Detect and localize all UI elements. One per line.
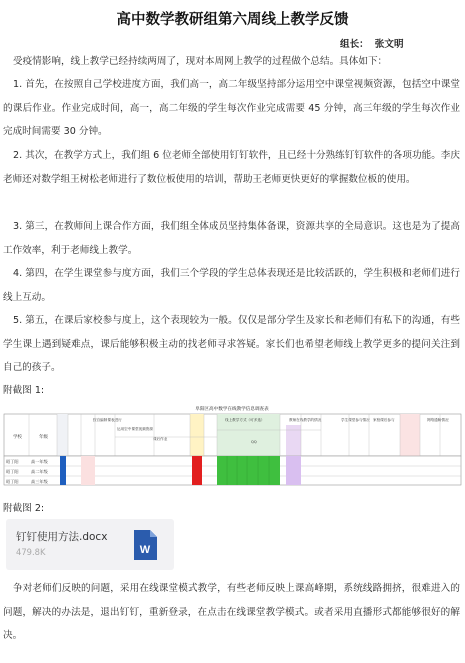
- leader-line: [340, 36, 404, 50]
- hdr-qq: QQ: [251, 440, 257, 444]
- leader-name: 张文明: [374, 39, 404, 50]
- hdr-grade: 年级: [39, 435, 48, 440]
- document-title: 高中数学教研组第六周线上教学反馈: [116, 11, 349, 28]
- row-school: 昭丁阳: [6, 479, 19, 484]
- word-doc-icon: [132, 529, 158, 561]
- attachment-card[interactable]: [6, 519, 174, 570]
- hdr-teacher: 教师在线教学的情况: [289, 418, 322, 422]
- survey-table-image: [3, 403, 462, 486]
- hdr-issues: 网络通畅情况: [427, 418, 449, 422]
- hdr-progress: 按自编制课表进行: [93, 418, 122, 422]
- svg-text:W: W: [139, 544, 151, 556]
- paragraph-2: 2. 其次，在教学方式上，我们组 6 位老师全部使用钉钉软件，且已经十分熟练钉钉软件的各项功能。李庆老师还对数学组王树松老师进行了数位板使用的培训，帮助王老师更快更好的掌握数位板的使用。: [3, 150, 460, 185]
- attachment-file-name: 钉钉使用方法.docx: [16, 531, 108, 543]
- paragraph-closing: 争对老师们反映的问题，采用在线课堂模式教学，有些老师反映上课高峰期，系统线路拥挤，很难进入的问题，解决的办法是，退出钉钉，重新登录，在点击在线课堂教学模式。或者采用直播形式都能够很好的解决。: [3, 583, 460, 642]
- paragraph-intro: 受疫情影响，线上教学已经持续两周了，现对本周网上教学的过程做个总结。具体如下：: [13, 56, 388, 67]
- hdr-method: 线上教学方式（可多选）: [225, 418, 265, 422]
- leader-label: 组长：: [340, 39, 369, 50]
- paragraph-5: 5. 第五，在课后家校参与度上，这个表现较为一般。仅仅是部分学生及家长和老师们有私下的沟通，有些学生课上遇到疑难点，课后能够积极主动的找老师寻求答疑。家长们也希望老师线上教学更多的提问关注到自己的孩子。: [3, 315, 460, 374]
- row-school: 昭丁阳: [6, 459, 19, 464]
- table-title: 阜阳区高中数学在线教学信息调查表: [195, 407, 269, 412]
- hdr-family: 家校课后参与: [373, 418, 395, 422]
- paragraph-4: 4. 第四，在学生课堂参与度方面，我们三个学段的学生总体表现还是比较活跃的，学生积极和老师们进行线上互动。: [3, 268, 460, 303]
- paragraph-1: 1. 首先，在按照自己学校进度方面，我们高一，高二年级坚持部分运用空中课堂视频资源，包括空中课堂的课后作业。作业完成时间，高一，高二年级的学生每次作业完成需要 45 分钟，高三年级的学生每次作业完成时间需要 30 分钟。: [3, 79, 460, 138]
- figure1-caption: 附截图 1:: [3, 385, 45, 396]
- attachment-file-size: 479.8K: [16, 547, 46, 557]
- hdr-homework: 课后作业: [153, 437, 168, 441]
- hdr-student: 学生课堂参与情况: [341, 418, 370, 422]
- row-grade: 高三年级: [31, 479, 48, 484]
- row-school: 昭丁阳: [6, 469, 19, 474]
- survey-table: [3, 403, 462, 486]
- hdr-school: 学校: [13, 435, 22, 440]
- figure2-caption: 附截图 2:: [3, 503, 45, 514]
- row-grade: 高一年级: [31, 459, 48, 464]
- hdr-resources: 运用空中课堂视频资源: [117, 427, 153, 431]
- row-grade: 高二年级: [31, 469, 48, 474]
- paragraph-3: 3. 第三，在教师间上课合作方面，我们组全体成员坚持集体备课，资源共享的全局意识。这也是为了提高工作效率，利于老师线上教学。: [3, 221, 460, 256]
- table-rows: [4, 456, 461, 485]
